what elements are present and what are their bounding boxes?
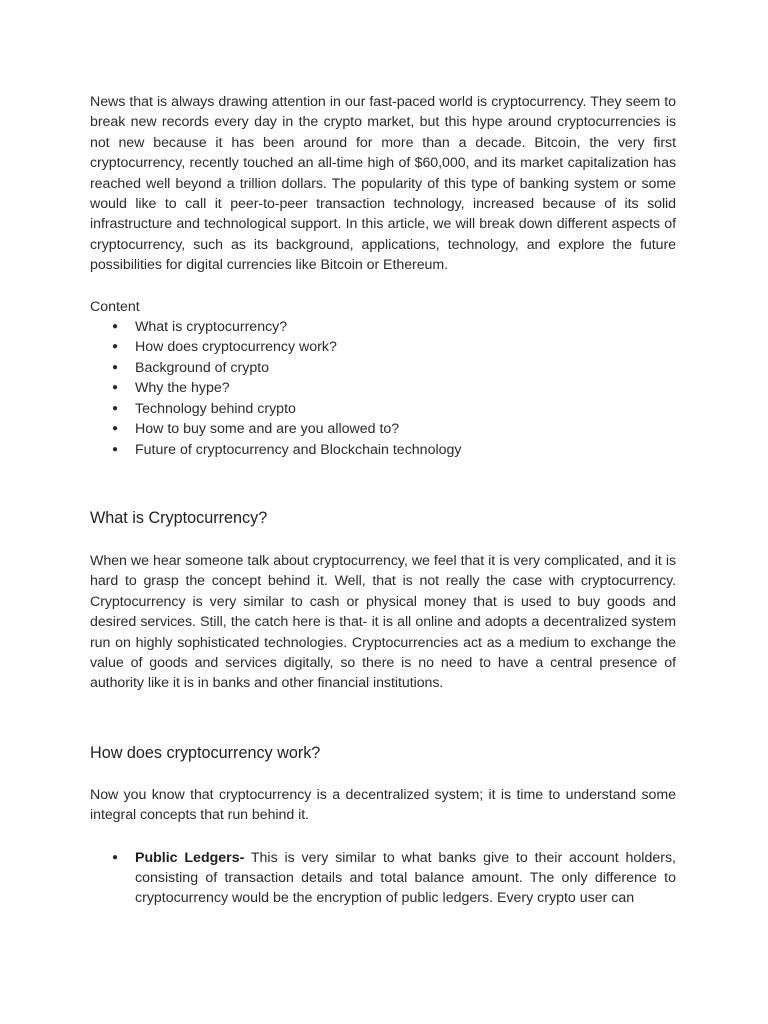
content-label: Content xyxy=(90,298,140,315)
section-body-how-work: Now you know that cryptocurrency is a decentralized system; it is time to understand some integral concepts that run behind it. xyxy=(90,786,676,824)
toc-item: ● How does cryptocurrency work? xyxy=(90,337,676,357)
term-public-ledgers: Public Ledgers- xyxy=(135,849,245,866)
term-description: This is very similar to what banks give to their account holders, consisting of transaction details and total balance amount. The only difference to cryptocurrency would be the encryption of public ledgers. Every crypto user can xyxy=(135,849,676,907)
section-body-what-is: When we hear someone talk about cryptocurrency, we feel that it is very complicated, and it is hard to grasp the concept behind it. Well, that is not really the case with cryptocurrency. Cryptocurrency is very similar to cash or physical money that is used to buy goods and desired services. Still, the catch here is that- it is all online and adopts a decentralized system run on highly sophisticated technologies. Cryptocurrencies act as a medium to exchange the value of goods and services digitally, so there is no need to have a central presence of authority like it is in banks and other financial institutions. xyxy=(90,552,676,692)
document-page xyxy=(90,92,676,909)
table-of-contents xyxy=(90,317,676,460)
section-heading-how-work: How does cryptocurrency work? xyxy=(90,743,321,762)
list-item xyxy=(90,848,676,909)
section-heading-what-is: What is Cryptocurrency? xyxy=(90,508,268,527)
toc-item: ● Background of crypto xyxy=(90,358,676,378)
toc-item: ● What is cryptocurrency? xyxy=(90,317,676,337)
toc-item: ● How to buy some and are you allowed to? xyxy=(90,419,676,439)
toc-item: ● Technology behind crypto xyxy=(90,399,676,419)
concept-list xyxy=(90,848,676,909)
toc-item: ● Future of cryptocurrency and Blockchain technology xyxy=(90,440,676,460)
toc-item: ● Why the hype? xyxy=(90,378,676,398)
intro-paragraph: News that is always drawing attention in our fast-paced world is cryptocurrency. They seem to break new records every day in the crypto market, but this hype around cryptocurrencies is not new because it has been around for more than a decade. Bitcoin, the very first cryptocurrency, recently touched an all-time high of $60,000, and its market capitalization has reached well beyond a trillion dollars. The popularity of this type of banking system or some would like to call it peer-to-peer transaction technology, increased because of its solid infrastructure and technological support. In this article, we will break down different aspects of cryptocurrency, such as its background, applications, technology, and explore the future possibilities for digital currencies like Bitcoin or Ethereum. xyxy=(90,94,676,274)
